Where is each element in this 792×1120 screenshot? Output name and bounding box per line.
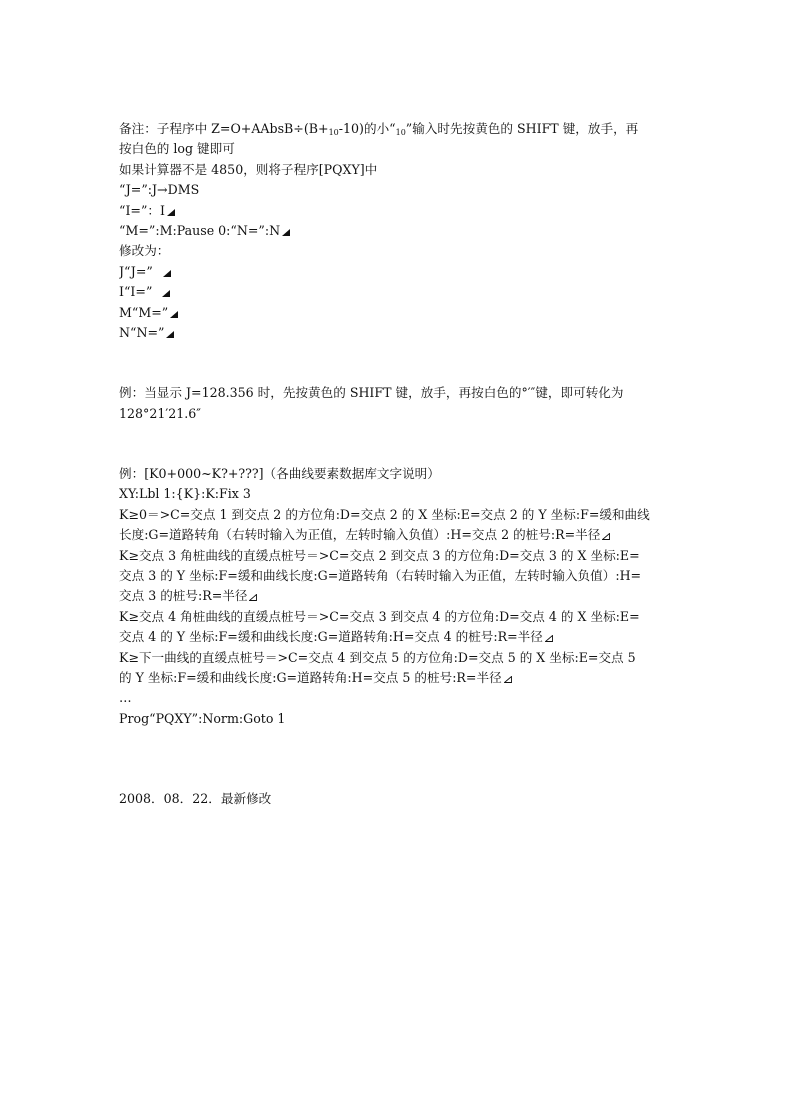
- open-triangle-icon: [545, 635, 553, 642]
- note-line-10: [119, 303, 675, 323]
- example2-line-11: [119, 668, 675, 688]
- example1-line-2: 128°21′21.6″: [119, 405, 201, 421]
- note-text: 备注：子程序中 Z=O+AAbsB÷(B+: [119, 121, 329, 136]
- code-text: 的 Y 坐标:F=缓和曲线长度:G=道路转角:H=交点 5 的桩号:R=半径: [119, 669, 502, 685]
- display-triangle-icon: [167, 209, 175, 216]
- example2-line-9: [119, 627, 675, 647]
- open-triangle-icon: [602, 533, 610, 540]
- spacer: [119, 343, 675, 383]
- note-text: ”输入时先按黄色的 SHIFT 键，放手，再: [405, 121, 639, 136]
- display-triangle-icon: [170, 311, 178, 318]
- code-text: “M=”:M:Pause 0:“N=”:N: [119, 222, 281, 238]
- code-text: J“J=”: [119, 263, 153, 279]
- display-triangle-icon: [166, 331, 174, 338]
- note-line-7: 修改为：: [119, 243, 170, 259]
- note-line-4: “J=”:J→DMS: [119, 182, 200, 198]
- example2-line-4: [119, 525, 675, 545]
- display-triangle-icon: [162, 290, 170, 297]
- code-text: 长度:G=道路转角（右转时输入为正值，左转时输入负值）:H=交点 2 的桩号:R=半径: [119, 527, 601, 543]
- note-line-11: [119, 323, 675, 343]
- example1-line-1: 例：当显示 J=128.356 时，先按黄色的 SHIFT 键，放手，再按白色的°′″键，即可转化为: [119, 385, 624, 401]
- code-text: M“M=”: [119, 304, 169, 320]
- code-text: N“N=”: [119, 324, 165, 340]
- note-line-2: 按白色的 log 键即可: [119, 141, 235, 157]
- spacer: [119, 424, 675, 464]
- example2-line-12: …: [119, 690, 132, 706]
- note-text: -10)的小“: [338, 121, 396, 136]
- open-triangle-icon: [504, 676, 512, 683]
- subscript: 10: [328, 128, 339, 137]
- display-triangle-icon: [282, 229, 290, 236]
- note-line-5: [119, 201, 675, 221]
- code-text: I“I=”: [119, 284, 153, 300]
- note-line-8: [119, 262, 675, 282]
- example2-line-8: K≥交点 4 角桩曲线的直缓点桩号＝>C=交点 3 到交点 4 的方位角:D=交点 4 的 X 坐标:E=: [119, 608, 640, 624]
- example2-line-7: [119, 586, 675, 606]
- open-triangle-icon: [249, 594, 257, 601]
- code-text: 交点 4 的 Y 坐标:F=缓和曲线长度:G=道路转角:H=交点 4 的桩号:R=半径: [119, 629, 543, 645]
- example2-line-2: XY:Lbl 1:{K}:K:Fix 3: [119, 486, 251, 502]
- example2-line-3: K≥0＝>C=交点 1 到交点 2 的方位角:D=交点 2 的 X 坐标:E=交点 2 的 Y 坐标:F=缓和曲线: [119, 506, 650, 522]
- document-page: [119, 119, 675, 810]
- code-text: “I=”：I: [119, 202, 165, 218]
- code-text: 交点 3 的桩号:R=半径: [119, 588, 248, 604]
- example2-line-6: 交点 3 的 Y 坐标:F=缓和曲线长度:G=道路转角（右转时输入为正值，左转时输入负值）:H=: [119, 568, 642, 584]
- example2-line-10: K≥下一曲线的直缓点桩号＝>C=交点 4 到交点 5 的方位角:D=交点 5 的 X 坐标:E=交点 5: [119, 649, 636, 665]
- example2-line-13: Prog“PQXY”:Norm:Goto 1: [119, 710, 286, 726]
- example2-line-5: K≥交点 3 角桩曲线的直缓点桩号＝>C=交点 2 到交点 3 的方位角:D=交点 3 的 X 坐标:E=: [119, 547, 640, 563]
- example2-line-1: 例：[K0+000~K?+???]（各曲线要素数据库文字说明）: [119, 466, 440, 482]
- note-line-3: 如果计算器不是 4850，则将子程序[PQXY]中: [119, 161, 378, 177]
- note-line-9: [119, 282, 675, 302]
- subscript: 10: [395, 128, 406, 137]
- note-line-6: [119, 221, 675, 241]
- display-triangle-icon: [163, 270, 171, 277]
- note-line-1: [119, 119, 675, 139]
- footer-date: 2008．08．22．最新修改: [119, 791, 272, 807]
- spacer: [119, 729, 675, 789]
